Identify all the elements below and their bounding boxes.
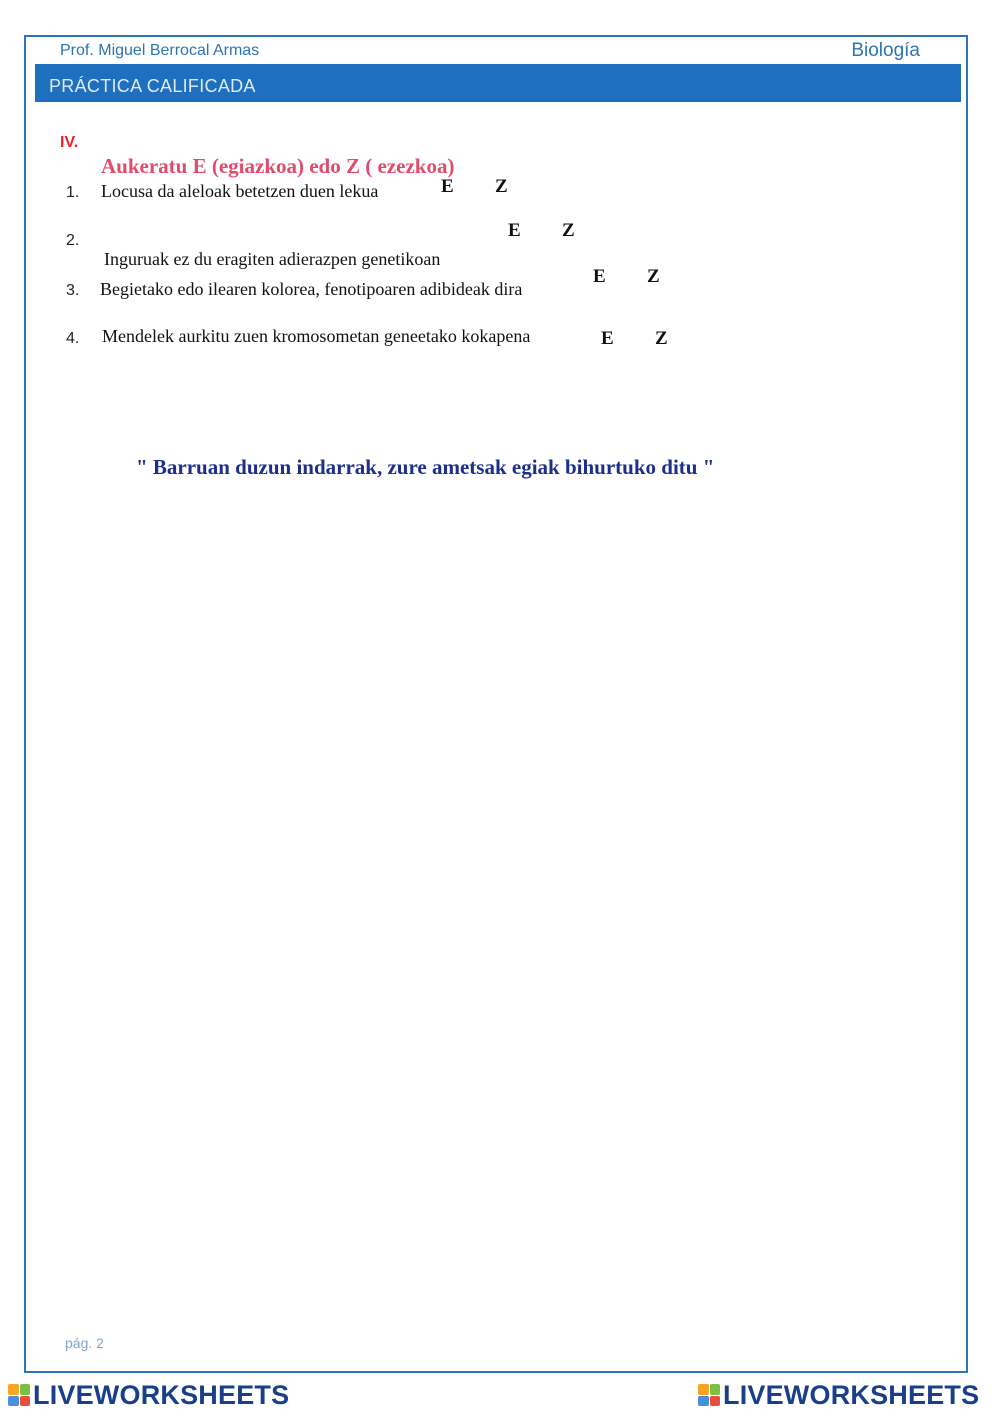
section-number: IV. xyxy=(60,134,79,151)
author-name: Prof. Miguel Berrocal Armas xyxy=(60,42,260,59)
page-number: pág. 2 xyxy=(65,1335,104,1351)
option-true[interactable]: E xyxy=(441,176,454,197)
item-statement: Mendelek aurkitu zuen kromosometan geneetako kokapena xyxy=(102,326,531,346)
page-border xyxy=(24,35,968,1373)
option-true[interactable]: E xyxy=(593,266,606,287)
option-false[interactable]: Z xyxy=(655,328,668,349)
subject-title: Biología xyxy=(851,40,920,61)
liveworksheets-logo-right xyxy=(698,1380,979,1410)
motivational-quote: " Barruan duzun indarrak, zure ametsak egiak bihurtuko ditu " xyxy=(136,455,715,479)
item-number: 2. xyxy=(66,232,80,249)
liveworksheets-logo-left xyxy=(8,1380,289,1410)
liveworksheets-logo-icon xyxy=(8,1384,30,1406)
banner-title: PRÁCTICA CALIFICADA xyxy=(49,76,256,96)
item-number: 1. xyxy=(66,184,80,201)
item-statement: Locusa da aleloak betetzen duen lekua xyxy=(101,181,379,201)
header-banner xyxy=(35,64,961,102)
option-false[interactable]: Z xyxy=(647,266,660,287)
item-number: 4. xyxy=(66,330,80,347)
brand-name: LIVEWORKSHEETS xyxy=(723,1379,980,1410)
brand-name: LIVEWORKSHEETS xyxy=(33,1379,290,1410)
liveworksheets-logo-icon xyxy=(698,1384,720,1406)
option-true[interactable]: E xyxy=(508,220,521,241)
item-statement: Inguruak ez du eragiten adierazpen genetikoan xyxy=(104,249,441,269)
item-statement: Begietako edo ilearen kolorea, fenotipoaren adibideak dira xyxy=(100,279,523,299)
option-false[interactable]: Z xyxy=(495,176,508,197)
instruction-text: Aukeratu E (egiazkoa) edo Z ( ezezkoa) xyxy=(101,154,455,178)
option-true[interactable]: E xyxy=(601,328,614,349)
item-number: 3. xyxy=(66,282,80,299)
option-false[interactable]: Z xyxy=(562,220,575,241)
